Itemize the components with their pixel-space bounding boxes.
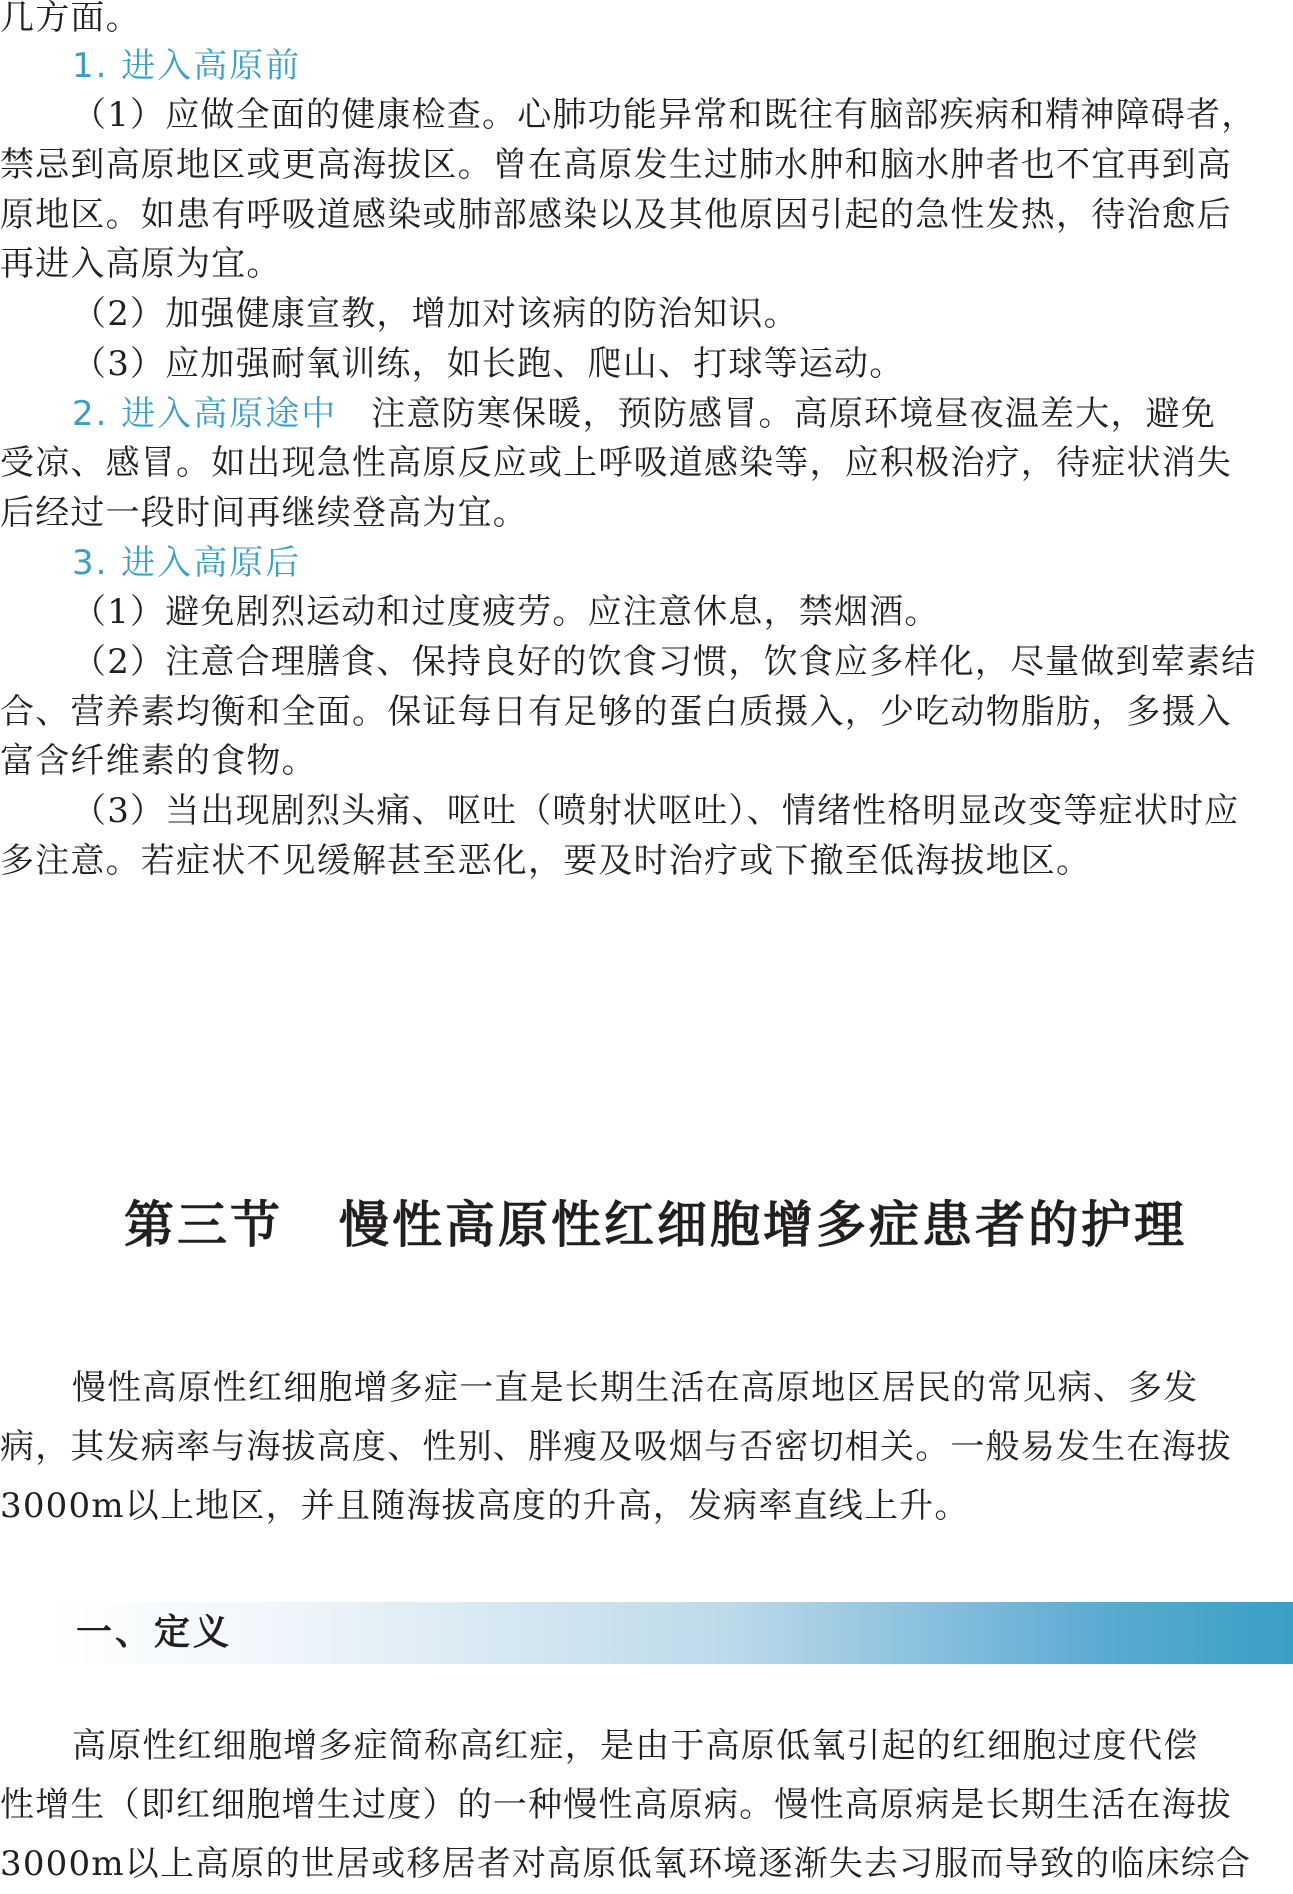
- paragraph-line: （2）注意合理膳食、保持良好的饮食习惯，饮食应多样化，尽量做到荤素结: [72, 642, 1257, 682]
- paragraph-line: 多注意。若症状不见缓解甚至恶化，要及时治疗或下撤至低海拔地区。: [0, 841, 1092, 881]
- paragraph-line: 后经过一段时间再继续登高为宜。: [0, 493, 528, 533]
- paragraph-line: （1）避免剧烈运动和过度疲劳。应注意休息，禁烟酒。: [72, 592, 940, 632]
- heading-en-route-to-plateau: 2. 进入高原途中: [72, 394, 338, 434]
- heading-after-entering-plateau: 3. 进入高原后: [72, 543, 302, 583]
- intro-line: 病，其发病率与海拔高度、性别、胖瘦及吸烟与否密切相关。一般易发生在海拔: [0, 1427, 1232, 1467]
- paragraph-line: （2）加强健康宣教，增加对该病的防治知识。: [72, 294, 799, 334]
- intro-line: 慢性高原性红细胞增多症一直是长期生活在高原地区居民的常见病、多发: [72, 1368, 1199, 1408]
- intro-line: 3000m以上地区，并且随海拔高度的升高，发病率直线上升。: [0, 1486, 970, 1526]
- definition-line: 3000m以上高原的世居或移居者对高原低氧环境逐渐失去习服而导致的临床综合: [0, 1844, 1252, 1884]
- paragraph-line: （3）应加强耐氧训练，如长跑、爬山、打球等运动。: [72, 344, 905, 384]
- paragraph-line: 受凉、感冒。如出现急性高原反应或上呼吸道感染等，应积极治疗，待症状消失: [0, 443, 1232, 483]
- definition-line: 高原性红细胞增多症简称高红症，是由于高原低氧引起的红细胞过度代偿: [72, 1726, 1199, 1766]
- paragraph-line: 原地区。如患有呼吸道感染或肺部感染以及其他原因引起的急性发热，待治愈后: [0, 195, 1232, 235]
- paragraph-line: 合、营养素均衡和全面。保证每日有足够的蛋白质摄入，少吃动物脂肪，多摄入: [0, 692, 1232, 732]
- paragraph-line: 富含纤维素的食物。: [0, 741, 317, 781]
- inline-text: 注意防寒保暖，预防感冒。高原环境昼夜温差大，避免: [371, 394, 1217, 434]
- section-heading: 慢性高原性红细胞增多症患者的护理: [339, 1196, 1187, 1254]
- section-number: 第三节: [124, 1196, 283, 1254]
- subsection-title: 一、定义: [76, 1612, 233, 1653]
- paragraph-line: （3）当出现剧烈头痛、呕吐（喷射状呕吐）、情绪性格明显改变等症状时应: [72, 791, 1240, 831]
- section-title: [124, 1190, 1187, 1260]
- paragraph-line: （1）应做全面的健康检查。心肺功能异常和既往有脑部疾病和精神障碍者，: [72, 95, 1257, 135]
- paragraph-line: 再进入高原为宜。: [0, 244, 282, 284]
- paragraph-line: 禁忌到高原地区或更高海拔区。曾在高原发生过肺水肿和脑水肿者也不宜再到高: [0, 145, 1232, 185]
- heading-before-entering-plateau: 1. 进入高原前: [72, 46, 302, 86]
- definition-line: 性增生（即红细胞增生过度）的一种慢性高原病。慢性高原病是长期生活在海拔: [0, 1785, 1232, 1825]
- subsection-banner: [48, 1602, 1293, 1664]
- paragraph-line: 几方面。: [0, 0, 141, 38]
